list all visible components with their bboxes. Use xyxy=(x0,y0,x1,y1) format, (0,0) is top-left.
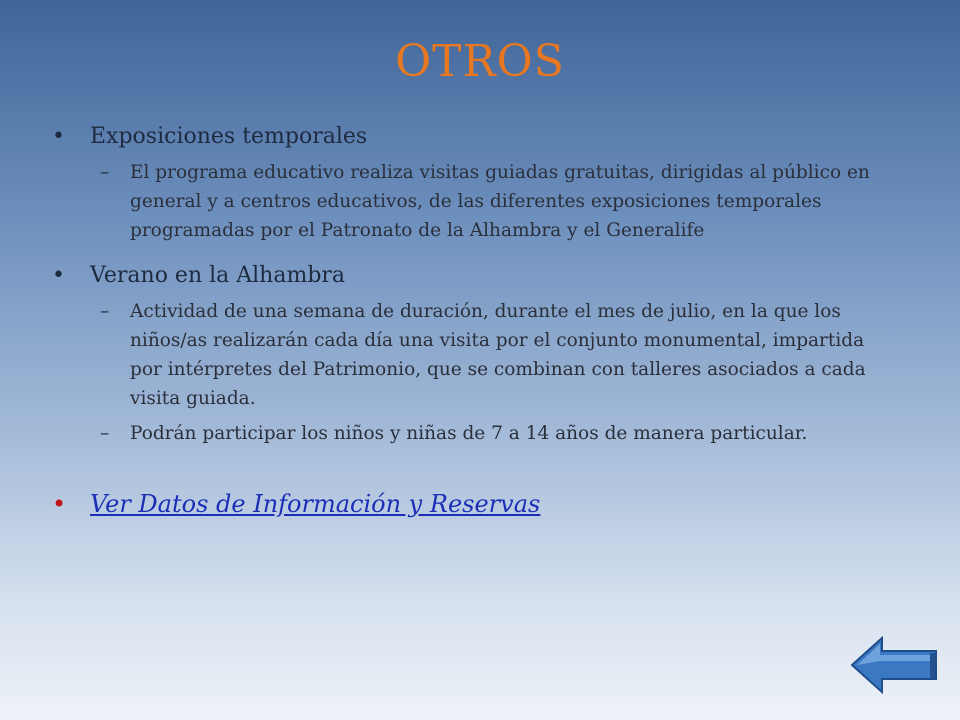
section-heading-label: Exposiciones temporales xyxy=(90,124,368,149)
list-item xyxy=(52,297,882,413)
bullet-icon: • xyxy=(52,263,65,288)
bullet-icon: • xyxy=(52,490,67,518)
list-item-text: El programa educativo realiza visitas guiadas gratuitas, dirigidas al público en general y a centros educativos, de las diferentes exposiciones temporales programadas por el Patronato de la Alhambra y el Generalife xyxy=(130,162,870,241)
section-heading-exposiciones xyxy=(52,122,882,152)
info-reservations-link-label: Ver Datos de Información y Reservas xyxy=(90,490,541,518)
page-title: OTROS xyxy=(395,36,565,87)
dash-icon: – xyxy=(100,423,110,444)
bullet-icon: • xyxy=(52,124,65,149)
list-item-text: Actividad de una semana de duración, durante el mes de julio, en la que los niños/as realizarán cada día una visita por el conjunto monumental, impartida por intérpretes del Patrimonio, que se combinan con talleres asociados a cada visita guiada. xyxy=(130,301,866,409)
section-heading-label: Verano en la Alhambra xyxy=(90,263,346,288)
dash-icon: – xyxy=(100,301,110,322)
list-item-text: Podrán participar los niños y niñas de 7 a 14 años de manera particular. xyxy=(130,423,808,444)
slide-content xyxy=(52,122,882,520)
info-reservations-link[interactable] xyxy=(52,488,882,520)
dash-icon: – xyxy=(100,162,110,183)
list-item xyxy=(52,419,882,448)
section-heading-verano xyxy=(52,261,882,291)
list-item xyxy=(52,158,882,245)
back-button[interactable] xyxy=(850,636,938,694)
arrow-left-icon xyxy=(852,638,936,692)
